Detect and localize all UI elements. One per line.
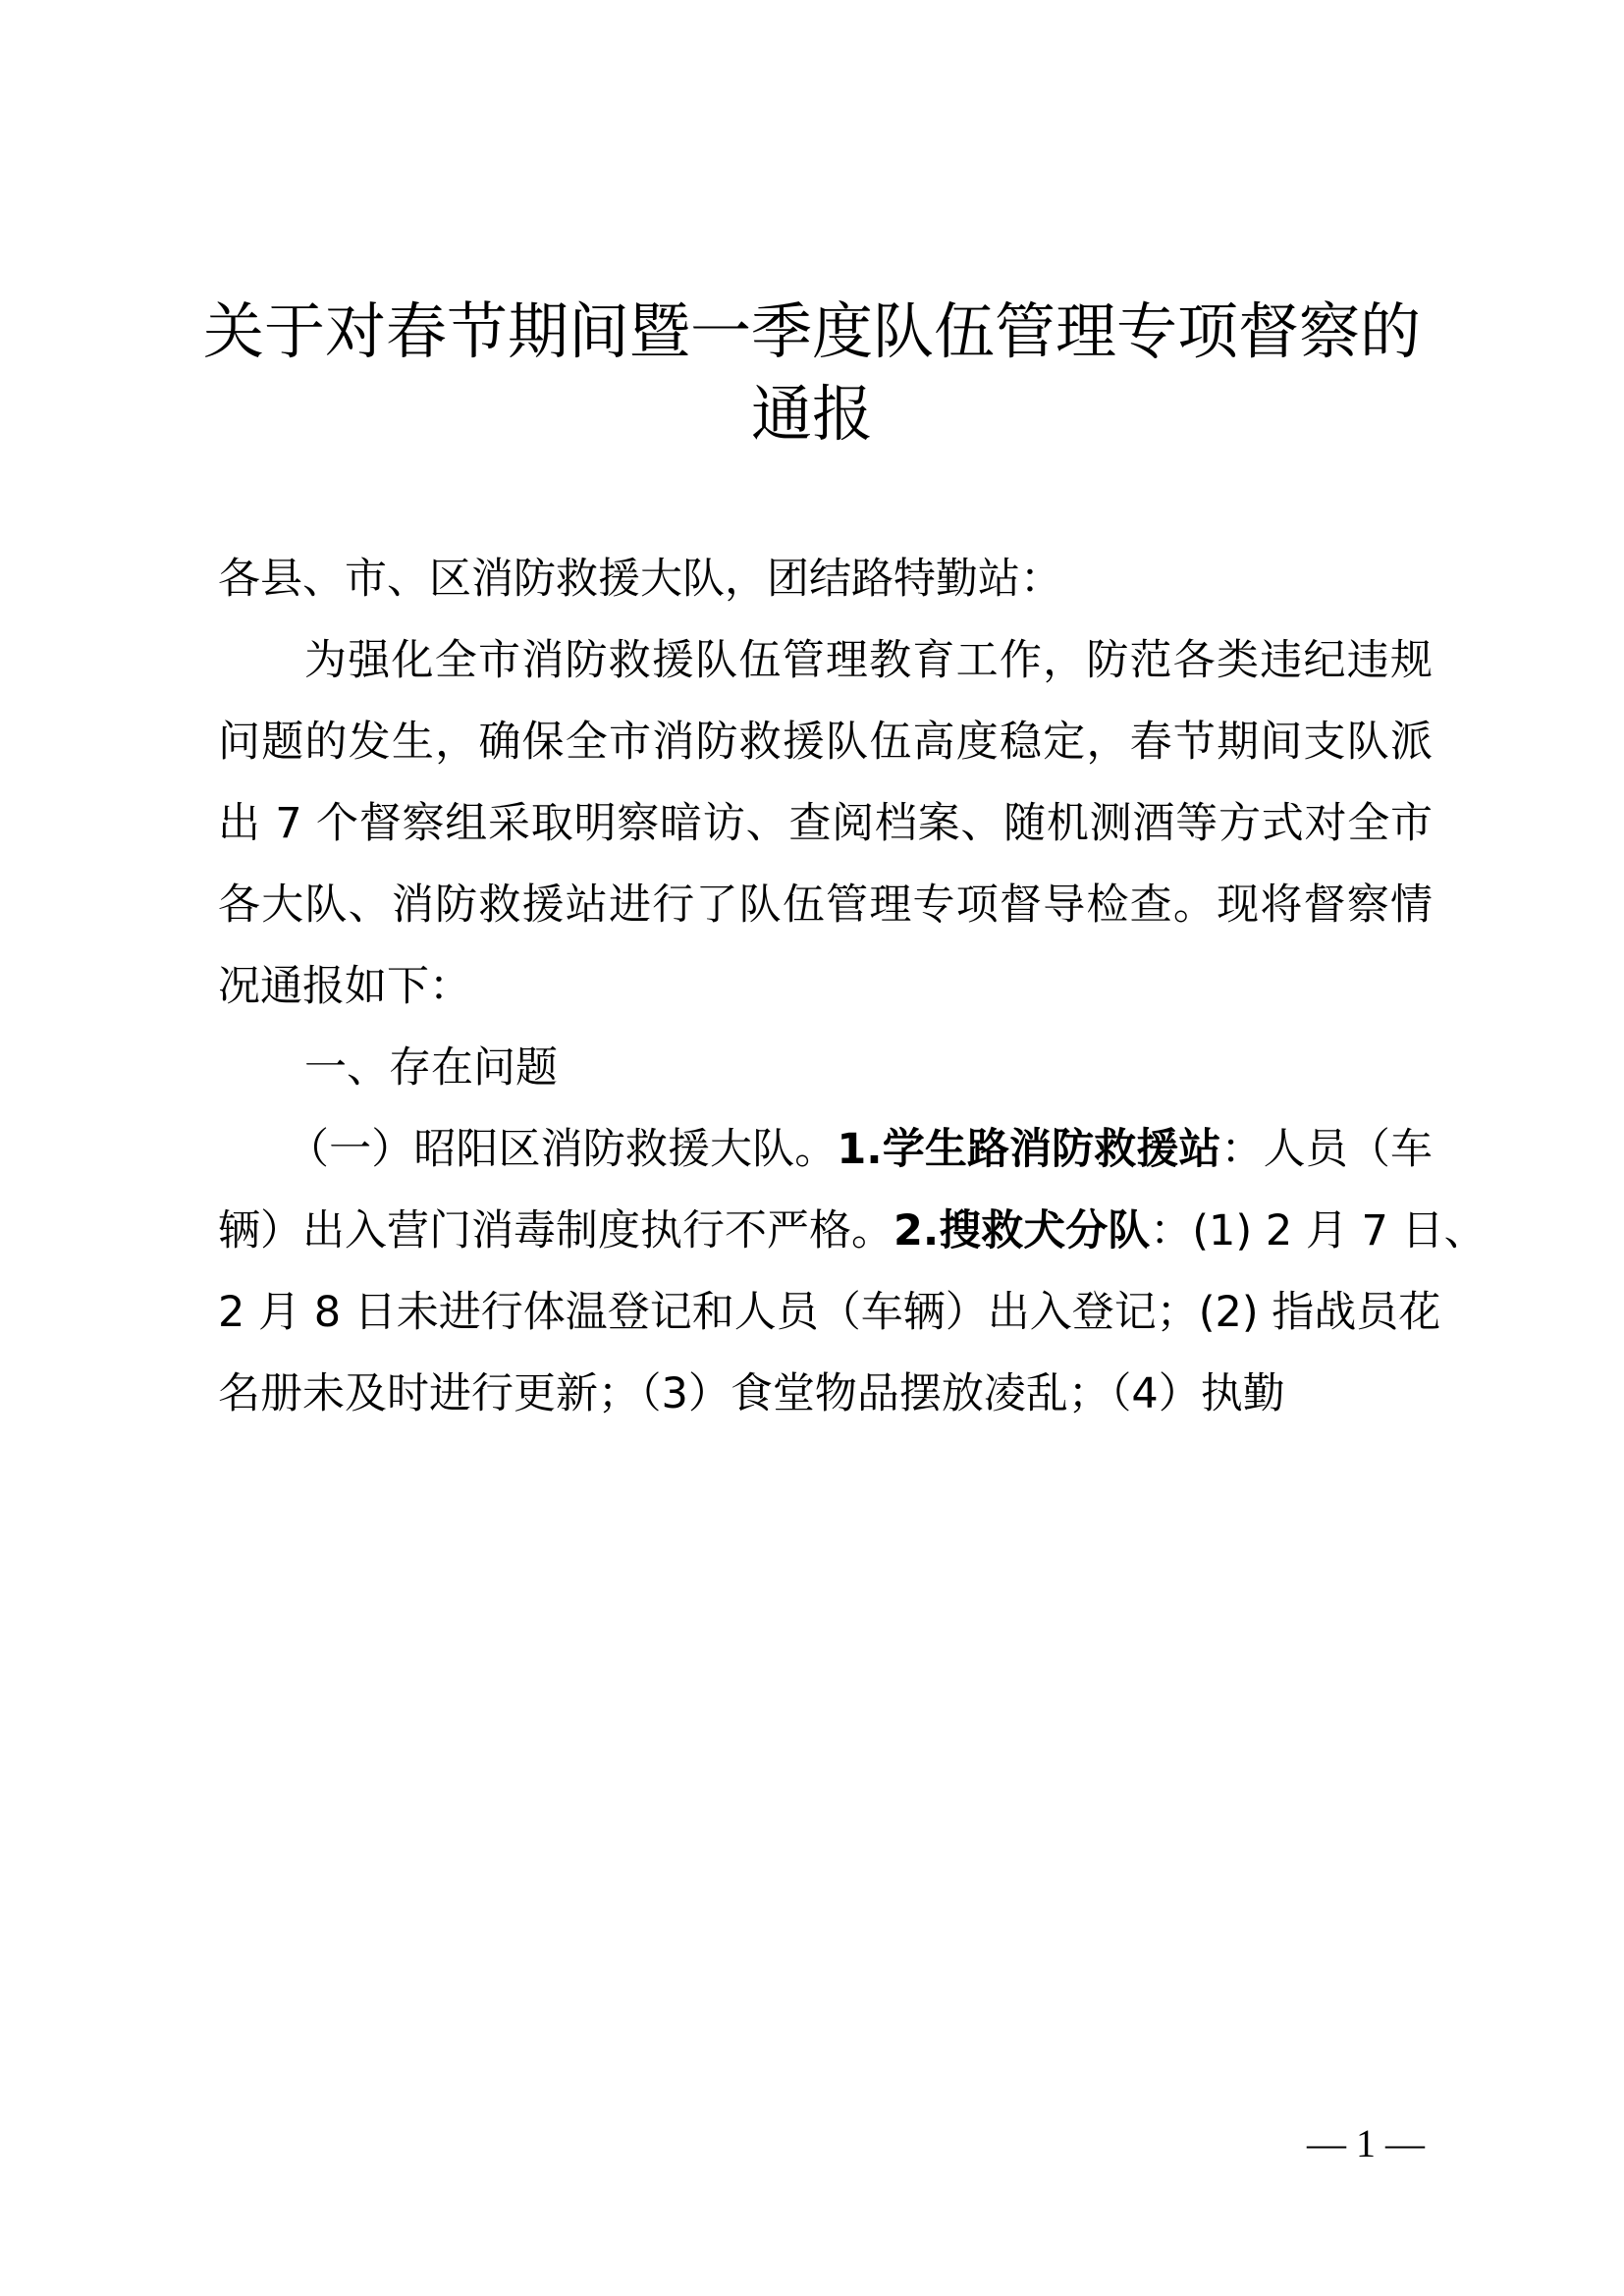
item-squad-bold: 2.搜救犬分队 bbox=[893, 1206, 1151, 1255]
title-line-2: 通报 bbox=[750, 378, 873, 450]
item-text: ：人员（车 bbox=[1220, 1125, 1433, 1174]
item-line bbox=[218, 1191, 1487, 1272]
item-text: ：(1) 2 月 7 日、 bbox=[1150, 1206, 1487, 1255]
item-line: 名册未及时进行更新；（3）食堂物品摆放凌乱；（4）执勤 bbox=[218, 1369, 1285, 1418]
item-line: 2 月 8 日未进行体温登记和人员（车辆）出入登记；(2) 指战员花 bbox=[218, 1288, 1441, 1337]
document-body bbox=[218, 539, 1487, 1435]
intro-line: 出 7 个督察组采取明察暗访、查阅档案、随机测酒等方式对全市 bbox=[218, 799, 1433, 848]
intro-line: 为强化全市消防救援队伍管理教育工作，防范各类违纪违规 bbox=[304, 636, 1433, 685]
item-unit: （一）昭阳区消防救援大队。 bbox=[287, 1125, 838, 1174]
item-text: 辆）出入营门消毒制度执行不严格。 bbox=[218, 1206, 893, 1255]
title-line-1: 关于对春节期间暨一季度队伍管理专项督察的 bbox=[202, 295, 1421, 367]
intro-line: 各大队、消防救援站进行了队伍管理专项督导检查。现将督察情 bbox=[218, 881, 1433, 930]
document-title bbox=[196, 291, 1428, 455]
page-number: — 1 — bbox=[1307, 2121, 1425, 2165]
intro-line: 问题的发生，确保全市消防救援队伍高度稳定，春节期间支队派 bbox=[218, 718, 1433, 767]
intro-line: 况通报如下： bbox=[218, 962, 471, 1011]
item-station-bold: 1.学生路消防救援站 bbox=[837, 1125, 1221, 1174]
item-line bbox=[218, 1109, 1433, 1191]
section-heading: 一、存在问题 bbox=[304, 1043, 558, 1093]
salutation: 各县、市、区消防救援大队，团结路特勤站： bbox=[218, 555, 1062, 604]
